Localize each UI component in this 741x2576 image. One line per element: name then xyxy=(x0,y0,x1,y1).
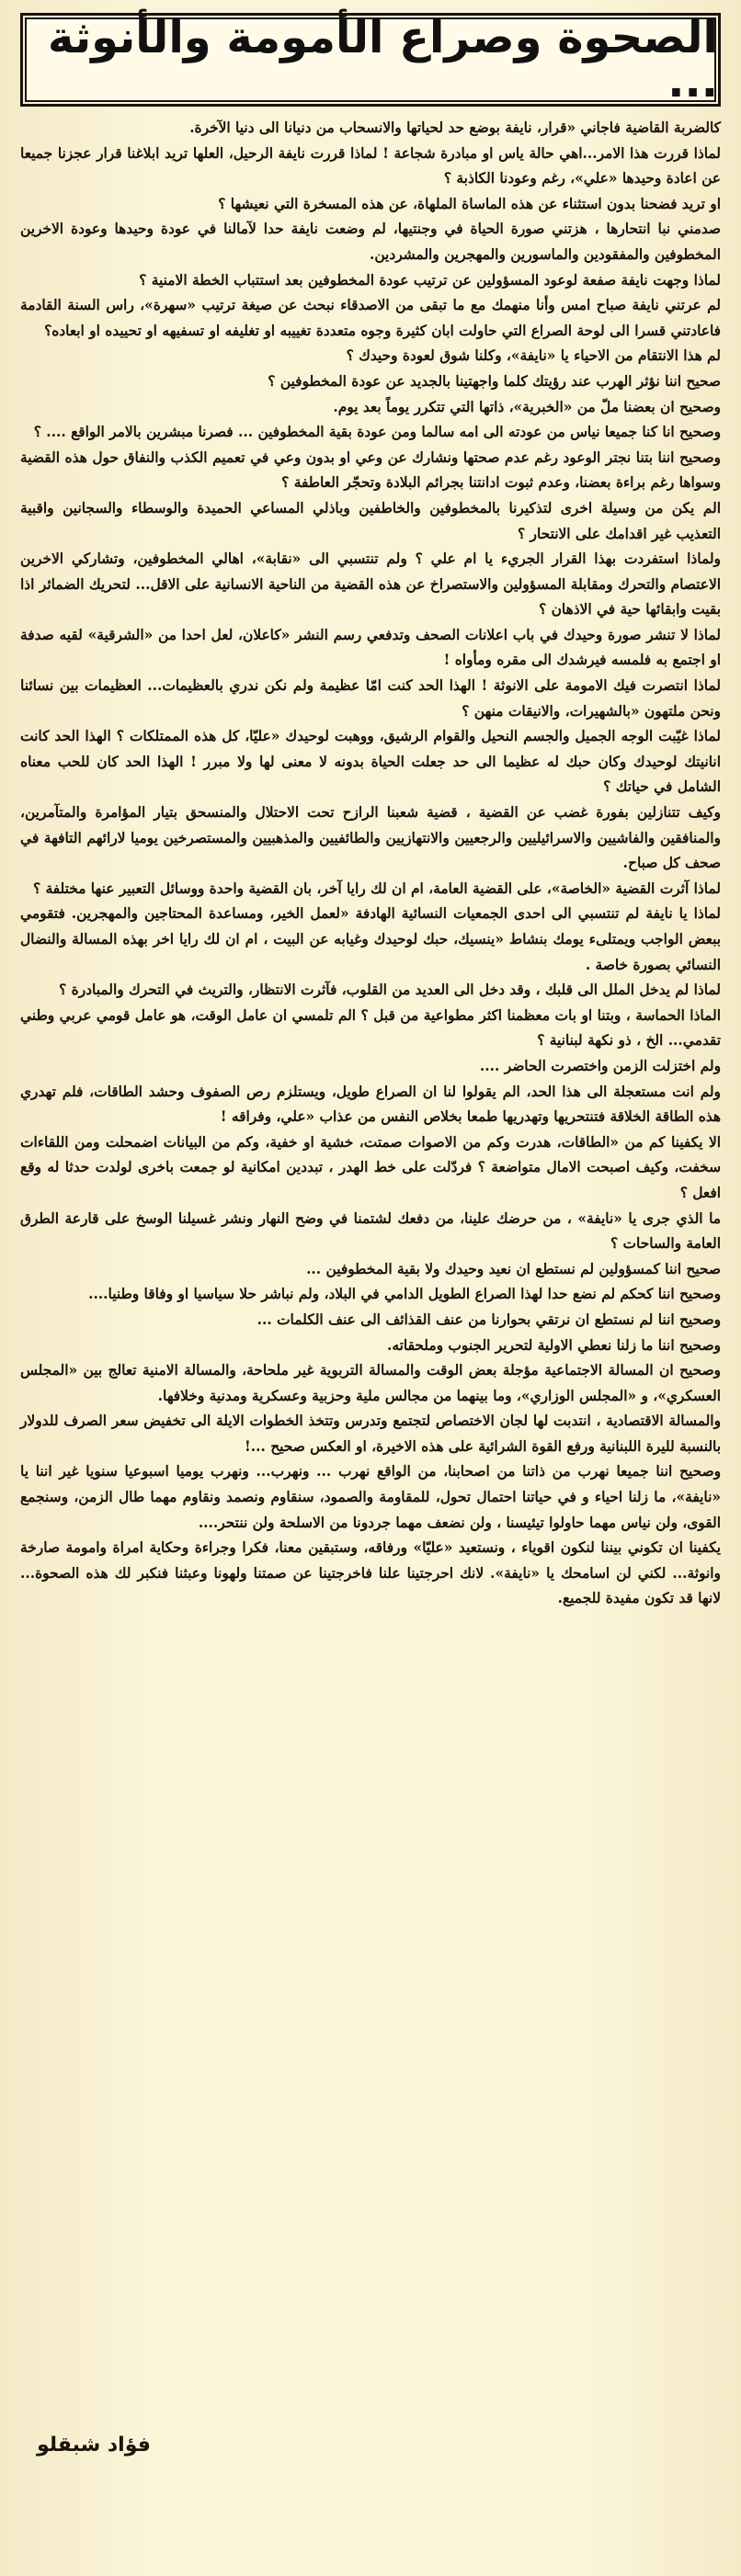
article-paragraph: لم عرتني نايفة صباح امس وأنا منهمك مع ما تبقى من الاصدقاء نبحث عن صيغة ترتيب «سهرة»، راس السنة القادمة فاعادتني قسرا الى لوحة الصراع التي حاولت ابان كثيرة وجوه متعددة تغييبه او تغليفه او تسفيهه او تحييده او ابعاده؟ xyxy=(20,297,721,339)
article-paragraph: وصحيح اننا بتنا نجتر الوعود رغم عدم صحتها ونشارك عن وعي او بدون وعي في تعميم الكذب والنفاق حول هذه القضية وسواها رغم براءة بعضنا، وعدم ثبوت ادانتنا بجرائم البلادة وتحجّر العاطفة ؟ xyxy=(20,448,721,492)
article-paragraph: وصحيح اننا كحكم لم نضع حدا لهذا الصراع الطويل الدامي في البلاد، ولم نباشر حلا سياسيا او وفاقا وطنيا.... xyxy=(88,1286,721,1303)
article-paragraph: لماذا انتصرت فيك الامومة على الانوثة ! الهذا الحد كنت امّا عظيمة ولم نكن ندري بالعظيمات... العظيمات بين نسائنا ونحن ملتهون «بالشهيرات، والانيقات منهن ؟ xyxy=(20,677,721,720)
article-paragraph: وصحيح ان بعضنا ملّ من «الخبرية»، ذاتها التي تتكرر يوماً بعد يوم. xyxy=(333,398,721,415)
article-paragraph: والمسالة الاقتصادية ، انتدبت لها لجان الاختصاص لتجتمع وتدرس وتتخذ الخطوات الايلة الى تخفيض سعر الصرف للدولار بالنسبة لليرة اللبنانية ورفع القوة الشرائية على هذه الاخيرة، او العكس صحيح ...! xyxy=(20,1413,721,1455)
article-paragraph: وصحيح اننا جميعا نهرب من ذاتنا من اصحابنا، من الواقع نهرب ... ونهرب... ونهرب يوميا اسبوعيا سنويا غير اننا يا «نايفة»، ما زلنا احياء و في حياتنا احتمال تحول، للمقاومة والصمود، سنقاوم ونصمد ونقاوم مهما طال الزمن، وسنجمع القوى، ولن نياس مهما حاولوا تيئيسنا ، ولن نضعف مهما جردونا من الاسلحة ولن ننتحر.... xyxy=(20,1463,721,1531)
article-paragraph: وصحيح اننا ما زلنا نعطي الاولية لتحرير الجنوب وملحقاته. xyxy=(387,1336,721,1354)
article-paragraph: لماذا لم يدخل الملل الى قلبك ، وقد دخل الى العديد من القلوب، فآثرت الانتظار، والتريث في التحرك والمبادرة ؟ xyxy=(59,982,721,999)
article-paragraph: وصحيح انا كنا جميعا نياس من عودته الى امه سالما ومن عودة بقية المخطوفين ... فصرنا مبشرين بالامر الواقع .... ؟ xyxy=(33,424,721,441)
headline-frame xyxy=(20,13,721,107)
article-paragraph: لماذا قررت هذا الامر...اهي حالة ياس او مبادرة شجاعة ! لماذا قررت نايفة الرحيل، العلها تريد ابلاغنا قرار عجزنا جميعا عن اعادة وحيدها «علي»، رغم وعودنا الكاذبة ؟ xyxy=(20,144,721,187)
article-paragraph: وصحيح ان المسالة الاجتماعية مؤجلة بعض الوقت والمسالة التربوية غير ملحاحة، والمسالة الامنية تعالج بين «المجلس العسكري»، و «المجلس الوزاري»، وما بينهما من مجالس ملية وحزبية وعسكرية ومدنية وخلافها. xyxy=(20,1362,721,1404)
article-paragraph: يكفينا ان تكوني بيننا لنكون اقوياء ، ونستعيد «عليّا» ورفاقه، وستبقين معنا، فكرا وجراءة وحكاية امراة وامومة صارخة وانوثة... لكني لن اسامحك يا «نايفة». لانك احرجتينا علنا فاخرجتينا عن صمتنا ولهونا وعبثنا فنكبر لك هذه الصحوة... لانها قد تكون مفيدة للجميع. xyxy=(20,1539,721,1607)
article-paragraph: ما الذي جرى يا «نايفة» ، من حرضك علينا، من دفعك لشتمنا في وضح النهار ونشر غسيلنا الوسخ على قارعة الطرق العامة والساحات ؟ xyxy=(20,1209,721,1253)
article-paragraph: لماذا لا تنشر صورة وحيدك في باب اعلانات الصحف وتدفعي رسم النشر «كاعلان، لعل احدا من «الشرقية» لقيه صدفة او اجتمع به فلمسه فيرشدك الى مقره ومأواه ! xyxy=(20,626,721,669)
article-paragraph: الا يكفينا كم من «الطاقات، هدرت وكم من الاصوات صمتت، خشية او خفية، وكم من البيانات اضمحلت ومن اللقاءات سخفت، وكيف اصبحت الامال متواضعة ؟ فردّلت على خط الهدر ، تبددين امكانية لو جمعت باخرى لولدت حدثا له وقع افعل ؟ xyxy=(20,1133,721,1201)
article-paragraph: كالضربة القاضية فاجاني «قرار، نايفة بوضع حد لحياتها والانسحاب من دنيانا الى دنيا الآخرة. xyxy=(189,119,721,136)
article-paragraph: صحيح اننا نؤثر الهرب عند رؤيتك كلما واجهتينا بالجديد عن عودة المخطوفين ؟ xyxy=(268,372,721,390)
article-paragraph: صحيح اننا كمسؤولين لم نستطع ان نعيد وحيدك ولا بقية المخطوفين ... xyxy=(306,1260,721,1277)
headline: الصحوة وصراع الأمومة والأنوثة ... xyxy=(48,12,718,108)
article-paragraph: لماذا آثرت القضية «الخاصة»، على القضية العامة، ام ان لك رايا آخر، بان القضية واحدة ووسائل التعبير عنها مختلفة ؟ xyxy=(32,879,721,897)
article-body xyxy=(15,116,726,1612)
article-paragraph: لماذا يا نايفة لم تنتسبي الى احدى الجمعيات النسائية الهادفة «لعمل الخير، ومساعدة المحتاجين والمهجرين. فتقومي ببعض الواجب ويمتلىء يومك بنشاط «ينسيك، حبك لوحيدك وغيابه عن البيت ، ام ان لك رايا اخر بهذه المسالة والنضال النسائي بصورة خاصة . xyxy=(20,905,721,973)
article-paragraph: لم هذا الانتقام من الاحياء يا «نايفة»، وكلنا شوق لعودة وحيدك ؟ xyxy=(346,347,721,365)
article-paragraph: الماذا الحماسة ، وبتنا او بات معظمنا اكثر مطواعية من قبل ؟ الم تلمسي ان عامل الوقت، هو عامل قومي عربي وطني تقدمي... الخ ، ذو نكهة لبنانية ؟ xyxy=(20,1006,721,1050)
article-paragraph: ولم اختزلت الزمن واختصرت الحاضر .... xyxy=(479,1057,721,1074)
article-paragraph: وصحيح اننا لم نستطع ان نرتقي بحوارنا من عنف القذائف الى عنف الكلمات ... xyxy=(256,1311,721,1328)
article-paragraph: وكيف تتنازلين بفورة غضب عن القضية ، قضية شعبنا الرازح تحت الاحتلال والمنسحق بتيار المؤامرة والمتآمرين، والمنافقين والفاشيين والاسرائيليين والرجعيين والانتهازيين والطائفيين والمذهبيين والمستصرخين يوميا لارائهم التافهة في صحف كل صباح. xyxy=(20,804,721,872)
article-paragraph: لماذا غيّبت الوجه الجميل والجسم النحيل والقوام الرشيق، ووهبت لوحيدك «عليّا، كل هذه الممتلكات ؟ الهذا الحد كانت انانيتك لوحيدك وكان حبك له عظيما الى حد جعلت الحياة بدونه لا معنى لها ولا مبرر ! الهذا الحد كان للحب معناه الشامل في حياتك ؟ xyxy=(20,728,721,796)
author-byline: فؤاد شبقلو xyxy=(37,2434,151,2457)
article-paragraph: ولم انت مستعجلة الى هذا الحد، الم يقولوا لنا ان الصراع طويل، ويستلزم رص الصفوف وحشد الطاقات، فلم تهدري هذه الطاقة الخلاقة فتنتحريها وتهدريها طمعا بخلاص النفس من عذاب «علي، وفراقه ! xyxy=(20,1083,721,1126)
article-paragraph: او تريد فضحنا بدون استثناء عن هذه الماساة الملهاة، عن هذه المسخرة التي نعيشها ؟ xyxy=(218,195,721,212)
article-paragraph: لماذا وجهت نايفة صفعة لوعود المسؤولين عن ترتيب عودة المخطوفين بعد استتباب الخطة الامنية ؟ xyxy=(139,271,721,289)
article-paragraph: الم يكن من وسيلة اخرى لتذكيرنا بالمخطوفين والخاطفين وباذلي المساعي الحميدة والوسطاء والسجانين واقبية التعذيب غير اقدامك على الانتحار ؟ xyxy=(20,499,721,542)
article-paragraph: صدمني نبا انتحارها ، هزتني صورة الحياة في وجنتيها، لم وضعت نايفة حدا لآمالنا في عودة وحيدها وعودة الاخرين المخطوفين والمفقودين والماسورين والمهجرين والمشردين. xyxy=(20,221,721,263)
article-paragraph: ولماذا استفردت بهذا القرار الجريء يا ام علي ؟ ولم تنتسبي الى «نقابة»، اهالي المخطوفين، وتشاركي الاخرين الاعتصام والتحرك ومقابلة المسؤولين والاستصراخ عن هذه القضية من الناحية الانسانية على الاقل... لتحريك الضمائر اذا بقيت وابقائها حية في الاذهان ؟ xyxy=(20,550,721,618)
